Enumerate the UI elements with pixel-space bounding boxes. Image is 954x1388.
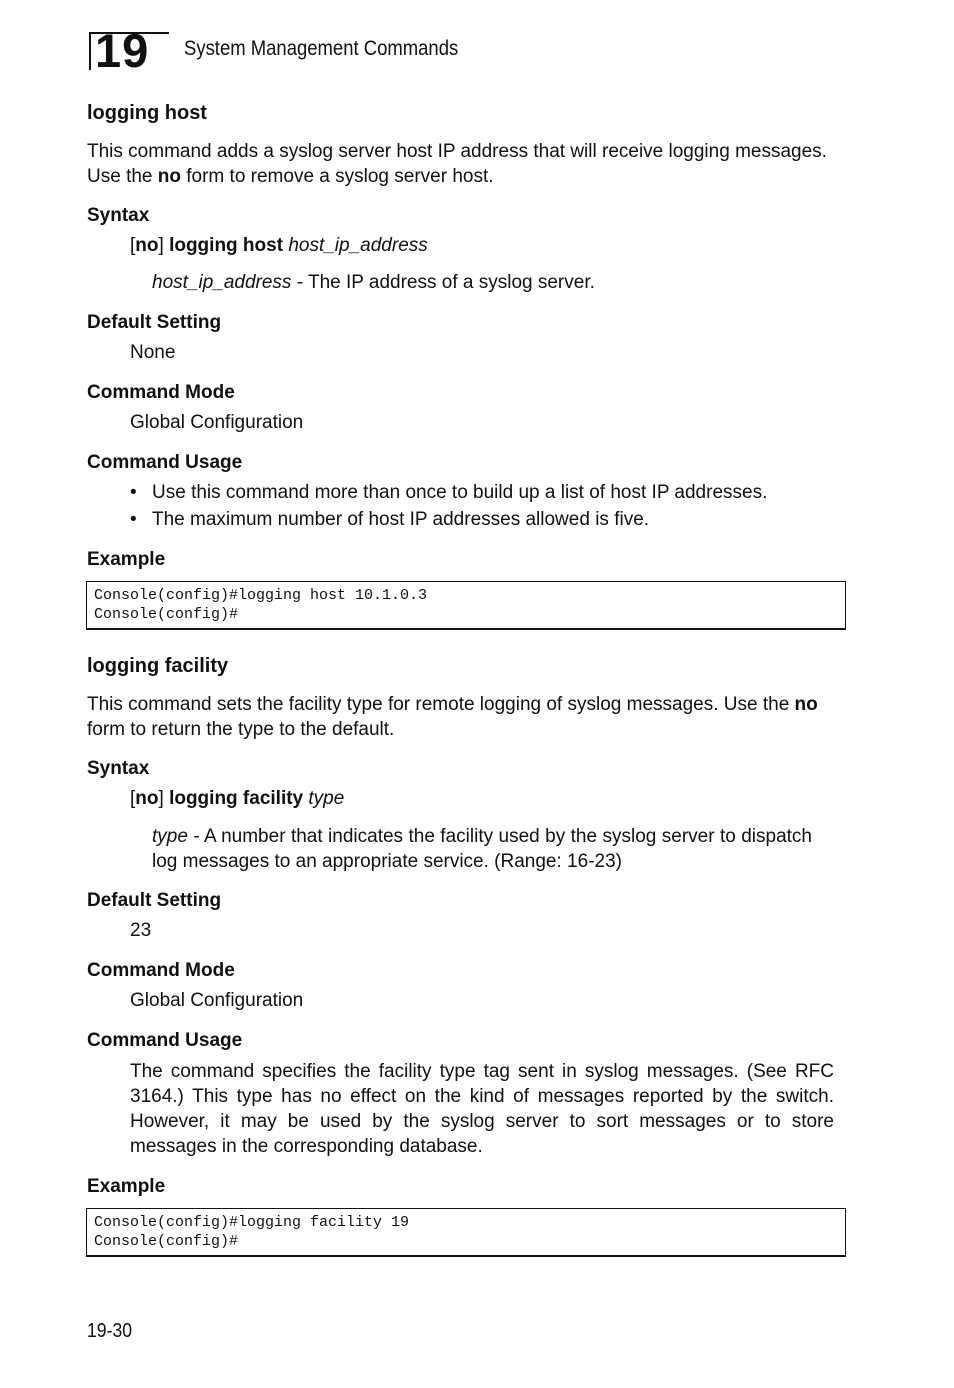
syntax-parameter: host_ip_address [288, 235, 428, 256]
command-usage-heading: Command Usage [87, 1030, 243, 1051]
parameter-text: - The IP address of a syslog server. [291, 272, 595, 293]
syntax-bracket: ] [158, 235, 170, 256]
section-description [87, 139, 847, 189]
description-text: form to return the type to the default. [87, 719, 395, 740]
parameter-text: - A number that indicates the facility used by the syslog server to dispatch log messages to an appropriate service. (Range: 16-23) [152, 826, 812, 872]
parameter-name: type [152, 826, 188, 847]
default-setting-value: None [130, 342, 176, 363]
code-line: Console(config)# [94, 606, 239, 623]
example-heading: Example [87, 549, 166, 570]
parameter-description [152, 272, 595, 294]
syntax-parameter: type [308, 788, 345, 809]
description-text: This command sets the facility type for remote logging of syslog messages. Use the [87, 694, 795, 715]
description-text: This command adds a syslog server host IP address that will receive logging messages. Use the [87, 141, 827, 187]
syntax-bracket: ] [158, 788, 170, 809]
parameter-name: host_ip_address [152, 272, 292, 293]
example-heading: Example [87, 1176, 166, 1197]
section-title-logging-host: logging host [87, 102, 207, 124]
command-mode-value: Global Configuration [130, 990, 304, 1011]
syntax-command: logging host [169, 235, 284, 256]
description-text: form to remove a syslog server host. [180, 166, 494, 187]
usage-bullet [130, 509, 649, 531]
section-title-logging-facility: logging facility [87, 655, 229, 677]
default-setting-value: 23 [130, 920, 152, 941]
code-line: Console(config)# [94, 1233, 239, 1250]
bullet-text: Use this command more than once to build up a list of host IP addresses. [152, 482, 768, 503]
chapter-number: 19 [95, 24, 150, 77]
default-setting-heading: Default Setting [87, 312, 222, 333]
section-description [87, 692, 847, 742]
page-number: 19-30 [87, 1320, 133, 1342]
usage-bullet [130, 482, 767, 504]
syntax-bracket: [ [130, 235, 136, 256]
command-usage-heading: Command Usage [87, 452, 243, 473]
command-mode-heading: Command Mode [87, 382, 235, 403]
syntax-bracket: [ [130, 788, 136, 809]
code-line: Console(config)#logging facility 19 [94, 1214, 410, 1231]
code-line: Console(config)#logging host 10.1.0.3 [94, 587, 428, 604]
syntax-line [130, 235, 428, 257]
bullet-marker: • [130, 509, 137, 530]
syntax-line [130, 788, 344, 810]
command-mode-value: Global Configuration [130, 412, 304, 433]
command-mode-heading: Command Mode [87, 960, 235, 981]
description-keyword: no [157, 166, 181, 187]
running-head: System Management Commands [184, 37, 459, 60]
parameter-description [152, 824, 812, 874]
syntax-no-keyword: no [135, 788, 159, 809]
command-usage-text: The command specifies the facility type tag sent in syslog messages. (See RFC 3164.) This type has no effect on the kind of messages reported by the switch. However, it may be used by the syslog server to sort messages or to store messages in the corresponding database. [130, 1061, 834, 1157]
bullet-text: The maximum number of host IP addresses allowed is five. [152, 509, 650, 530]
code-example-box [86, 581, 846, 630]
default-setting-heading: Default Setting [87, 890, 222, 911]
syntax-heading: Syntax [87, 205, 150, 226]
syntax-heading: Syntax [87, 758, 150, 779]
syntax-no-keyword: no [135, 235, 159, 256]
description-keyword: no [794, 694, 818, 715]
syntax-command: logging facility [169, 788, 304, 809]
bullet-marker: • [130, 482, 137, 503]
code-example-box [86, 1208, 846, 1257]
